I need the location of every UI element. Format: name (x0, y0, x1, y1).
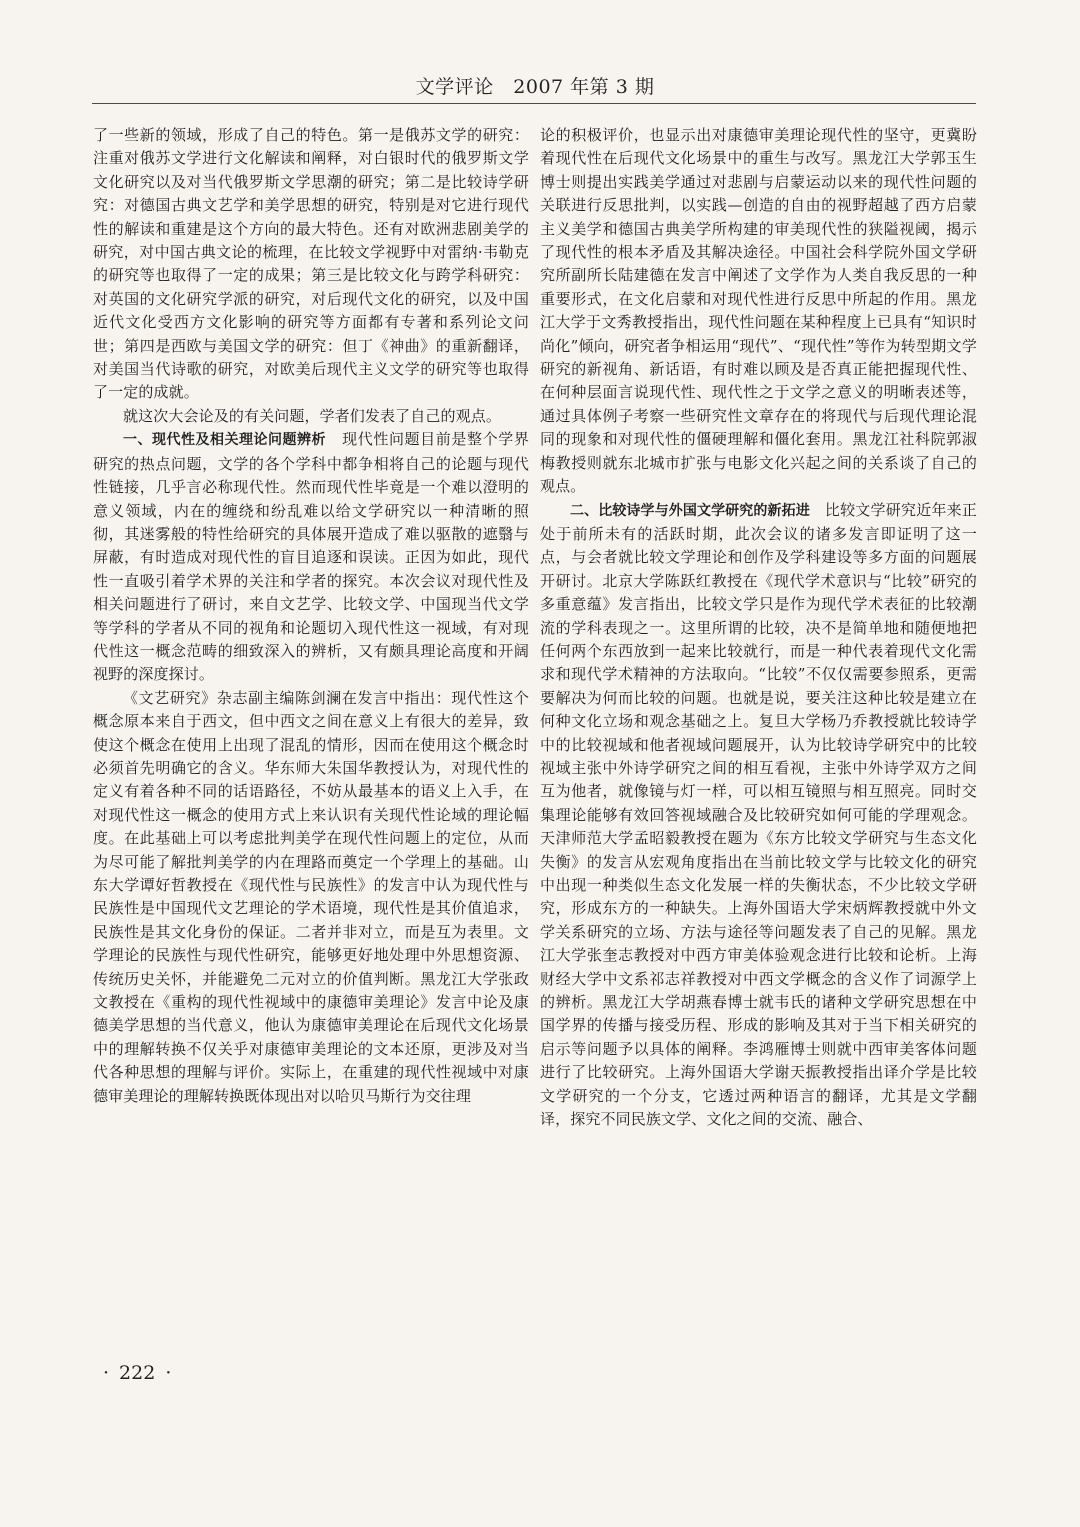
right-paragraph-2 (540, 499, 977, 1132)
page-dot-left: · (103, 1362, 110, 1384)
left-paragraph-2: 就这次大会论及的有关问题，学者们发表了自己的观点。 (123, 406, 502, 425)
right-paragraph-1: 论的积极评价，也显示出对康德审美理论现代性的坚守，更冀盼着现代性在后现代文化场景中的重生与改写。黑龙江大学郭玉生博士则提出实践美学通过对悲剧与启蒙运动以来的现代性问题的关联进行反思批判，以实践—创造的自由的视野超越了西方启蒙主义美学和德国古典美学所构建的审美现代性的狭隘视阈，揭示了现代性的根本矛盾及其解决途径。中国社会科学院外国文学研究所副所长陆建德在发言中阐述了文学作为人类自我反思的一种重要形式，在文化启蒙和对现代性进行反思中所起的作用。黑龙江大学于文秀教授指出，现代性问题在某种程度上已具有“知识时尚化”倾向，研究者争相运用“现代”、“现代性”等作为转型期文学研究的新视角、新话语，有时难以顾及是否真正能把握现代性、在何种层面言说现代性、现代性之于文学之意义的明晰表述等，通过具体例子考察一些研究性文章存在的将现代与后现代理论混同的现象和对现代性的僵硬理解和僵化套用。黑龙江社科院郭淑梅教授则就东北城市扩张与电影文化兴起之间的关系谈了自己的观点。 (540, 126, 977, 496)
page-dot-right: · (165, 1362, 172, 1384)
section-heading-2: 二、比较诗学与外国文学研究的新拓进 (570, 502, 810, 519)
section-1-body: 现代性问题目前是整个学界研究的热点问题，文学的各个学科中都争相将自己的论题与现代性链接，几乎言必称现代性。然而现代性毕竟是一个难以澄明的意义领域，内在的缠绕和纷乱难以给文学研究以一种清晰的照彻，其迷雾般的特性给研究的具体展开造成了难以驱散的遮翳与屏蔽，有时造成对现代性的盲目追逐和误读。正因为如此，现代性一直吸引着学术界的关注和学者的探究。本次会议对现代性及相关问题进行了研讨，来自文艺学、比较文学、中国现当代文学等学科的学者从不同的视角和论题切入现代性这一视域，有对现代性这一概念范畴的细致深入的辨析，又有颇具理论高度和开阔视野的深度探讨。 (93, 430, 529, 684)
page-number-value: 222 (119, 1362, 156, 1384)
page-number (93, 1362, 181, 1384)
header-rule (92, 103, 976, 104)
running-header (95, 72, 975, 99)
left-paragraph-1: 了一些新的领域，形成了自己的特色。第一是俄苏文学的研究：注重对俄苏文学进行文化解读和阐释，对白银时代的俄罗斯文学文化研究以及对当代俄罗斯文学思潮的研究；第二是比较诗学研究：对德国古典文艺学和美学思想的研究，特别是对它进行现代性的解读和重建是这个方向的最大特色。还有对欧洲悲剧美学的研究，对中国古典文论的梳理，在比较文学视野中对雷纳·韦勒克的研究等也取得了一定的成果；第三是比较文化与跨学科研究：对英国的文化研究学派的研究，对后现代文化的研究，以及中国近代文化受西方文化影响的研究等方面都有专著和系列论文问世；第四是西欧与美国文学的研究：但丁《神曲》的重新翻译，对美国当代诗歌的研究，对欧美后现代主义文学的研究等也取得了一定的成就。 (93, 126, 529, 402)
right-column (540, 124, 977, 1131)
issue-label: 2007 年第 3 期 (513, 76, 655, 98)
section-2-body: 比较文学研究近年来正处于前所未有的活跃时期，此次会议的诸多发言即证明了这一点，与会者就比较文学理论和创作及学科建设等多方面的问题展开研讨。北京大学陈跃红教授在《现代学术意识与“比较”研究的多重意蕴》发言指出，比较文学只是作为现代学术表征的比较潮流的学科表现之一。这里所谓的比较，决不是简单地和随便地把任何两个东西放到一起来比较就行，而是一种代表着现代文化需求和现代学术精神的方法取向。“比较”不仅仅需要参照系，更需要解决为何而比较的问题。也就是说，要关注这种比较是建立在何种文化立场和观念基础之上。复旦大学杨乃乔教授就比较诗学中的比较视域和他者视域问题展开，认为比较诗学研究中的比较视域主张中外诗学研究之间的相互看视，主张中外诗学双方之间互为他者，就像镜与灯一样，可以相互镜照与相互照亮。同时交集理论能够有效回答视域融合及比较研究如何可能的学理观念。天津师范大学孟昭毅教授在题为《东方比较文学研究与生态文化失衡》的发言从宏观角度指出在当前比较文学与比较文化的研究中出现一种类似生态文化发展一样的失衡状态，不少比较文学研究，形成东方的一种缺失。上海外国语大学宋炳辉教授就中外文学关系研究的立场、方法与途径等问题发表了自己的见解。黑龙江大学张奎志教授对中西方审美体验观念进行比较和论析。上海财经大学中文系祁志祥教授对中西文学概念的含义作了词源学上的辨析。黑龙江大学胡燕春博士就韦氏的诸种文学研究思想在中国学界的传播与接受历程、形成的影响及其对于当下相关研究的启示等问题予以具体的阐释。李鸿雁博士则就中西审美客体问题进行了比较研究。上海外国语大学谢天振教授指出译介学是比较文学研究的一个分支，它透过两种语言的翻译，尤其是文学翻译，探究不同民族文学、文化之间的交流、融合、 (540, 500, 978, 1129)
left-paragraph-3 (93, 428, 529, 686)
section-heading-1: 一、现代性及相关理论问题辨析 (123, 432, 326, 449)
left-paragraph-4: 《文艺研究》杂志副主编陈剑澜在发言中指出：现代性这个概念原本来自于西文，但中西文之间在意义上有很大的差异，致使这个概念在使用上出现了混乱的情形，因而在使用这个概念时必须首先明确它的含义。华东师大朱国华教授认为，对现代性的定义有着各种不同的话语路径，不妨从最基本的语义上入手，在对现代性这一概念的使用方式上来认识有关现代性论域的理论幅度。在此基础上可以考虑批判美学在现代性问题上的定位，从而为尽可能了解批判美学的内在理路而奠定一个学理上的基础。山东大学谭好哲教授在《现代性与民族性》的发言中认为现代性与民族性是中国现代文艺理论的学术语境，现代性是其价值追求，民族性是其文化身份的保证。二者并非对立，而是互为表里。文学理论的民族性与现代性研究，能够更好地处理中外思想资源、传统历史关怀，并能避免二元对立的价值判断。黑龙江大学张政文教授在《重构的现代性视域中的康德审美理论》发言中论及康德美学思想的当代意义，他认为康德审美理论在后现代文化场景中的理解转换不仅关乎对康德审美理论的文本还原，更涉及对当代各种思想的理解与评价。实际上，在重建的现代性视域中对康德审美理论的理解转换既体现出对以哈贝马斯行为交往理 (93, 688, 529, 1105)
journal-title: 文学评论 (415, 76, 494, 98)
left-column (93, 124, 529, 1108)
